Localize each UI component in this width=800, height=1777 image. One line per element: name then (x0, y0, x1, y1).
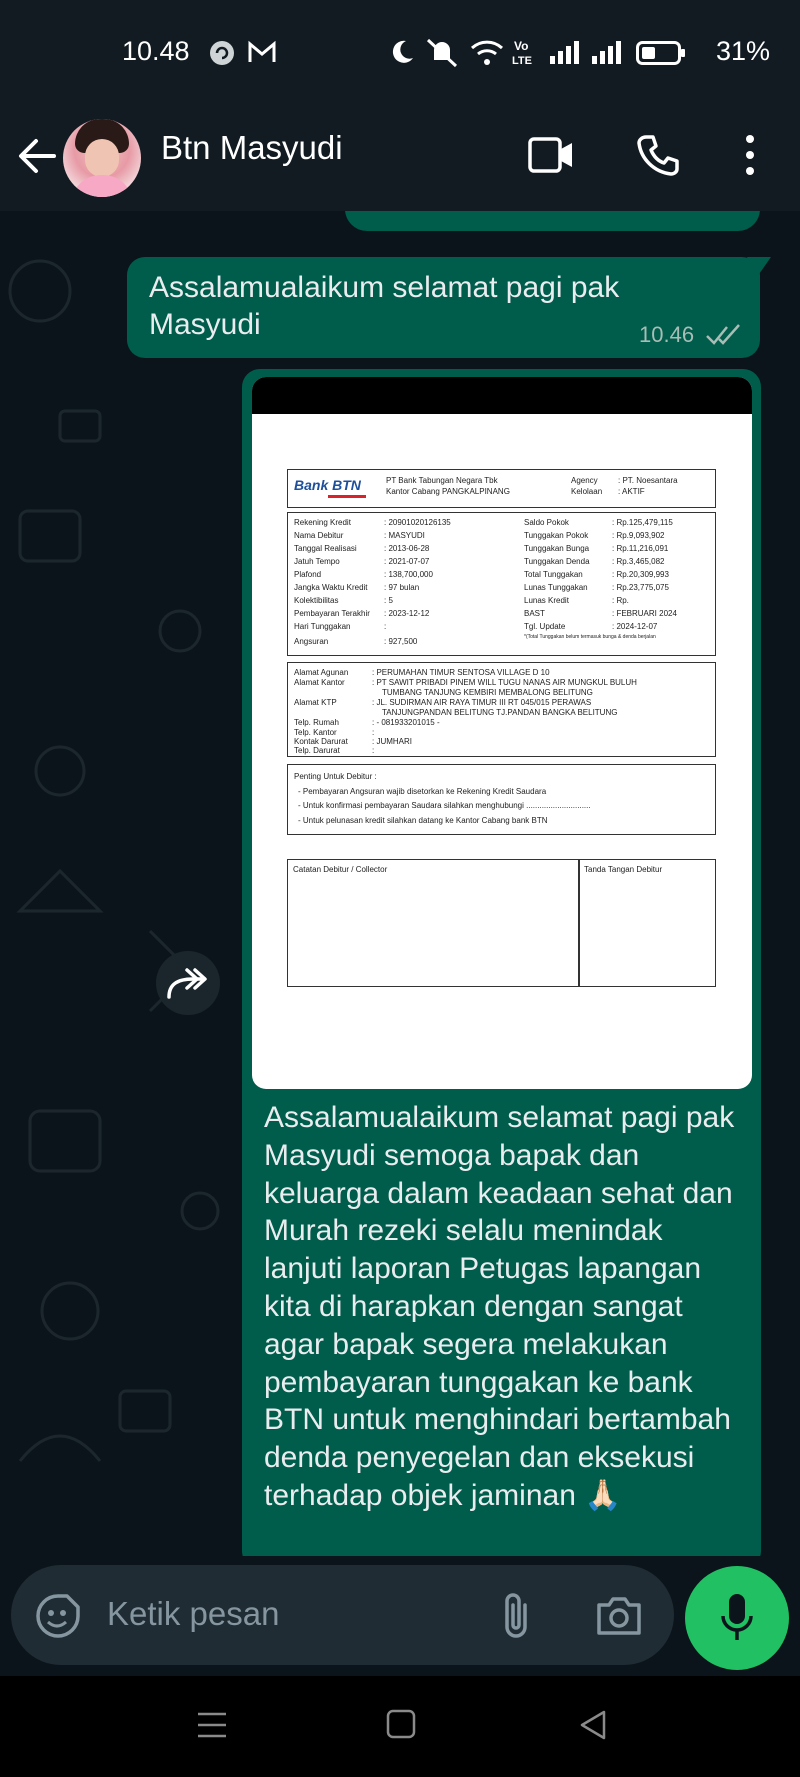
camera-icon[interactable] (595, 1593, 643, 1637)
input-bar (0, 1556, 800, 1676)
doc-field-value: : (384, 622, 387, 631)
doc-field-label: Pembayaran Terakhir (294, 609, 370, 618)
doc-field-label: Angsuran (294, 637, 329, 646)
contact-name[interactable]: Btn Masyudi (161, 129, 343, 166)
forward-button[interactable] (156, 951, 220, 1015)
doc-field-label: Lunas Kredit (524, 596, 569, 605)
doc-field-label: Hari Tunggakan (294, 622, 351, 631)
wifi-icon (470, 38, 504, 66)
image-top-strip (252, 377, 752, 414)
doc-address-value: TUMBANG TANJUNG KEMBIRI MEMBALONG BELITUNG (382, 688, 593, 697)
chat-header (0, 105, 800, 212)
message-text: Assalamualaikum selamat pagi pak Masyudi (149, 271, 620, 341)
doc-field-label: Total Tunggakan (524, 570, 583, 579)
doc-field-label: BAST (524, 609, 545, 618)
doc-field-value: : 2024-12-07 (612, 622, 658, 631)
doc-field-label: Tanggal Realisasi (294, 544, 357, 553)
doc-field-value: : MASYUDI (384, 531, 425, 540)
message-time: 10.46 (639, 322, 695, 347)
battery-percent: 31% (716, 36, 771, 66)
previous-message-bubble[interactable] (345, 211, 760, 231)
doc-kelolaan-value: : AKTIF (618, 487, 645, 496)
doc-address-box (287, 662, 716, 757)
doc-address-label: Kontak Darurat (294, 737, 348, 746)
doc-field-value: : FEBRUARI 2024 (612, 609, 677, 618)
status-bar (0, 0, 800, 105)
outgoing-message-bubble[interactable] (127, 257, 760, 358)
microphone-icon (719, 1592, 755, 1644)
doc-agency-value: : PT. Noesantara (618, 476, 678, 485)
doc-field-label: Tunggakan Bunga (524, 544, 590, 553)
chat-area[interactable] (0, 211, 800, 1556)
doc-address-label: Telp. Darurat (294, 746, 340, 755)
doc-address-value: : JL. SUDIRMAN AIR RAYA TIMUR III RT 045/015 PERAWAS (372, 698, 592, 707)
doc-field-value: : Rp.20,309,993 (612, 570, 669, 579)
doc-address-value: : PERUMAHAN TIMUR SENTOSA VILLAGE D 10 (372, 668, 550, 677)
doc-field-value: : 2023-12-12 (384, 609, 430, 618)
doc-field-value: : Rp.3,465,082 (612, 557, 665, 566)
doc-field-value: : 97 bulan (384, 583, 420, 592)
home-icon[interactable] (386, 1709, 416, 1739)
doc-kelolaan-label: Kelolaan (571, 487, 603, 496)
doc-address-value: : JUMHARI (372, 737, 412, 746)
svg-text:LTE: LTE (512, 55, 532, 66)
doc-address-label: Alamat KTP (294, 698, 337, 707)
image-attachment[interactable] (252, 377, 752, 1089)
doc-notice-title: Penting Untuk Debitur : (294, 772, 377, 781)
voice-record-button[interactable] (685, 1566, 789, 1670)
signal-sim2-icon (590, 40, 624, 66)
doc-address-value: : - 081933201015 - (372, 718, 440, 727)
doc-field-label: Saldo Pokok (524, 518, 569, 527)
double-check-read-icon (705, 323, 745, 347)
doc-field-value: : Rp.23,775,075 (612, 583, 669, 592)
doc-agency-label: Agency (571, 476, 598, 485)
message-composer[interactable] (11, 1565, 674, 1665)
doc-address-value: : PT SAWIT PRIBADI PINEM WILL TUGU NANAS AIR MUNGKUL BULUH (372, 678, 637, 687)
gmail-icon (248, 40, 276, 64)
doc-field-label: Tgl. Update (524, 622, 566, 631)
contact-avatar[interactable] (63, 119, 141, 197)
doc-notes-label: Catatan Debitur / Collector (293, 865, 388, 874)
doc-field-value: : 138,700,000 (384, 570, 433, 579)
doc-notice-box (287, 764, 716, 835)
doc-credit-box (287, 512, 716, 656)
system-nav-bar (0, 1676, 800, 1777)
doc-address-label: Alamat Agunan (294, 668, 349, 677)
btn-logo: Bank BTN (294, 477, 361, 493)
sticker-emoji-icon[interactable] (35, 1593, 81, 1639)
bubble-tail (747, 257, 771, 279)
doc-address-value: : (372, 728, 375, 737)
doc-field-label: Rekening Kredit (294, 518, 351, 527)
signal-sim1-icon (548, 40, 582, 66)
back-arrow-icon[interactable] (16, 135, 58, 177)
doc-field-label: Lunas Tunggakan (524, 583, 588, 592)
doc-address-label: Telp. Kantor (294, 728, 337, 737)
doc-field-value: : Rp.11,216,091 (612, 544, 669, 553)
forward-icon (165, 965, 211, 1001)
doc-field-value: : 2021-07-07 (384, 557, 430, 566)
doc-address-label: Alamat Kantor (294, 678, 345, 687)
volte-icon (512, 38, 542, 66)
message-input[interactable]: Ketik pesan (107, 1595, 280, 1632)
svg-text:Vo: Vo (514, 39, 529, 53)
attach-paperclip-icon[interactable] (499, 1589, 533, 1643)
doc-notes-box (287, 859, 716, 987)
doc-footnote: *(Total Tunggakan belum termasuk bunga & denda berjalan (524, 634, 656, 640)
doc-branch: Kantor Cabang PANGKALPINANG (386, 487, 510, 496)
doc-address-label: Telp. Rumah (294, 718, 339, 727)
do-not-disturb-moon-icon (388, 38, 414, 66)
doc-signature-label: Tanda Tangan Debitur (584, 865, 663, 874)
doc-address-value: : (372, 746, 375, 755)
doc-field-value: : 927,500 (384, 637, 418, 646)
doc-notice-item: - Untuk konfirmasi pembayaran Saudara silahkan menghubungi ............................. (298, 801, 591, 810)
app-notification-icon (209, 40, 235, 66)
silent-bell-icon (424, 36, 460, 68)
doc-address-value: TANJUNGPANDAN BELITUNG TJ.PANDAN BANGKA BELITUNG (382, 708, 618, 717)
doc-field-label: Jangka Waktu Kredit (294, 583, 368, 592)
more-options-icon[interactable] (740, 131, 760, 179)
doc-field-label: Nama Debitur (294, 531, 344, 540)
doc-bank-name: PT Bank Tabungan Negara Tbk (386, 476, 498, 485)
doc-field-label: Jatuh Tempo (294, 557, 340, 566)
message-caption: Assalamualaikum selamat pagi pak Masyudi semoga bapak dan keluarga dalam keadaan sehat dan Murah rezeki selalu menindak lanjuti laporan Petugas lapangan kita di harapkan dengan sangat agar bapak segera melakukan pembayaran tunggakan ke bank BTN untuk menghindari bertambah denda penyegelan dan eksekusi terhadap objek jaminan 🙏🏻 (264, 1101, 735, 1512)
back-nav-icon[interactable] (578, 1709, 608, 1741)
doc-field-label: Tunggakan Denda (524, 557, 590, 566)
recent-apps-icon[interactable] (196, 1710, 228, 1740)
doc-field-value: : 20901020126135 (384, 518, 451, 527)
doc-notice-item: - Untuk pelunasan kredit silahkan datang ke Kantor Cabang bank BTN (298, 816, 548, 825)
battery-icon (636, 41, 686, 65)
video-call-icon[interactable] (528, 135, 574, 175)
doc-field-value: : 5 (384, 596, 393, 605)
doc-field-label: Kolektibilitas (294, 596, 339, 605)
doc-field-label: Plafond (294, 570, 322, 579)
doc-header-box (287, 469, 716, 508)
outgoing-image-message-bubble[interactable] (242, 369, 761, 1556)
voice-call-icon[interactable] (636, 133, 680, 177)
doc-notice-item: - Pembayaran Angsuran wajib disetorkan ke Rekening Kredit Saudara (298, 787, 547, 796)
doc-field-value: : Rp.9,093,902 (612, 531, 665, 540)
doc-field-value: : Rp. (612, 596, 629, 605)
status-time: 10.48 (122, 36, 190, 66)
doc-field-value: : 2013-06-28 (384, 544, 430, 553)
doc-field-label: Tunggakan Pokok (524, 531, 589, 540)
doc-field-value: : Rp.125,479,115 (612, 518, 673, 527)
